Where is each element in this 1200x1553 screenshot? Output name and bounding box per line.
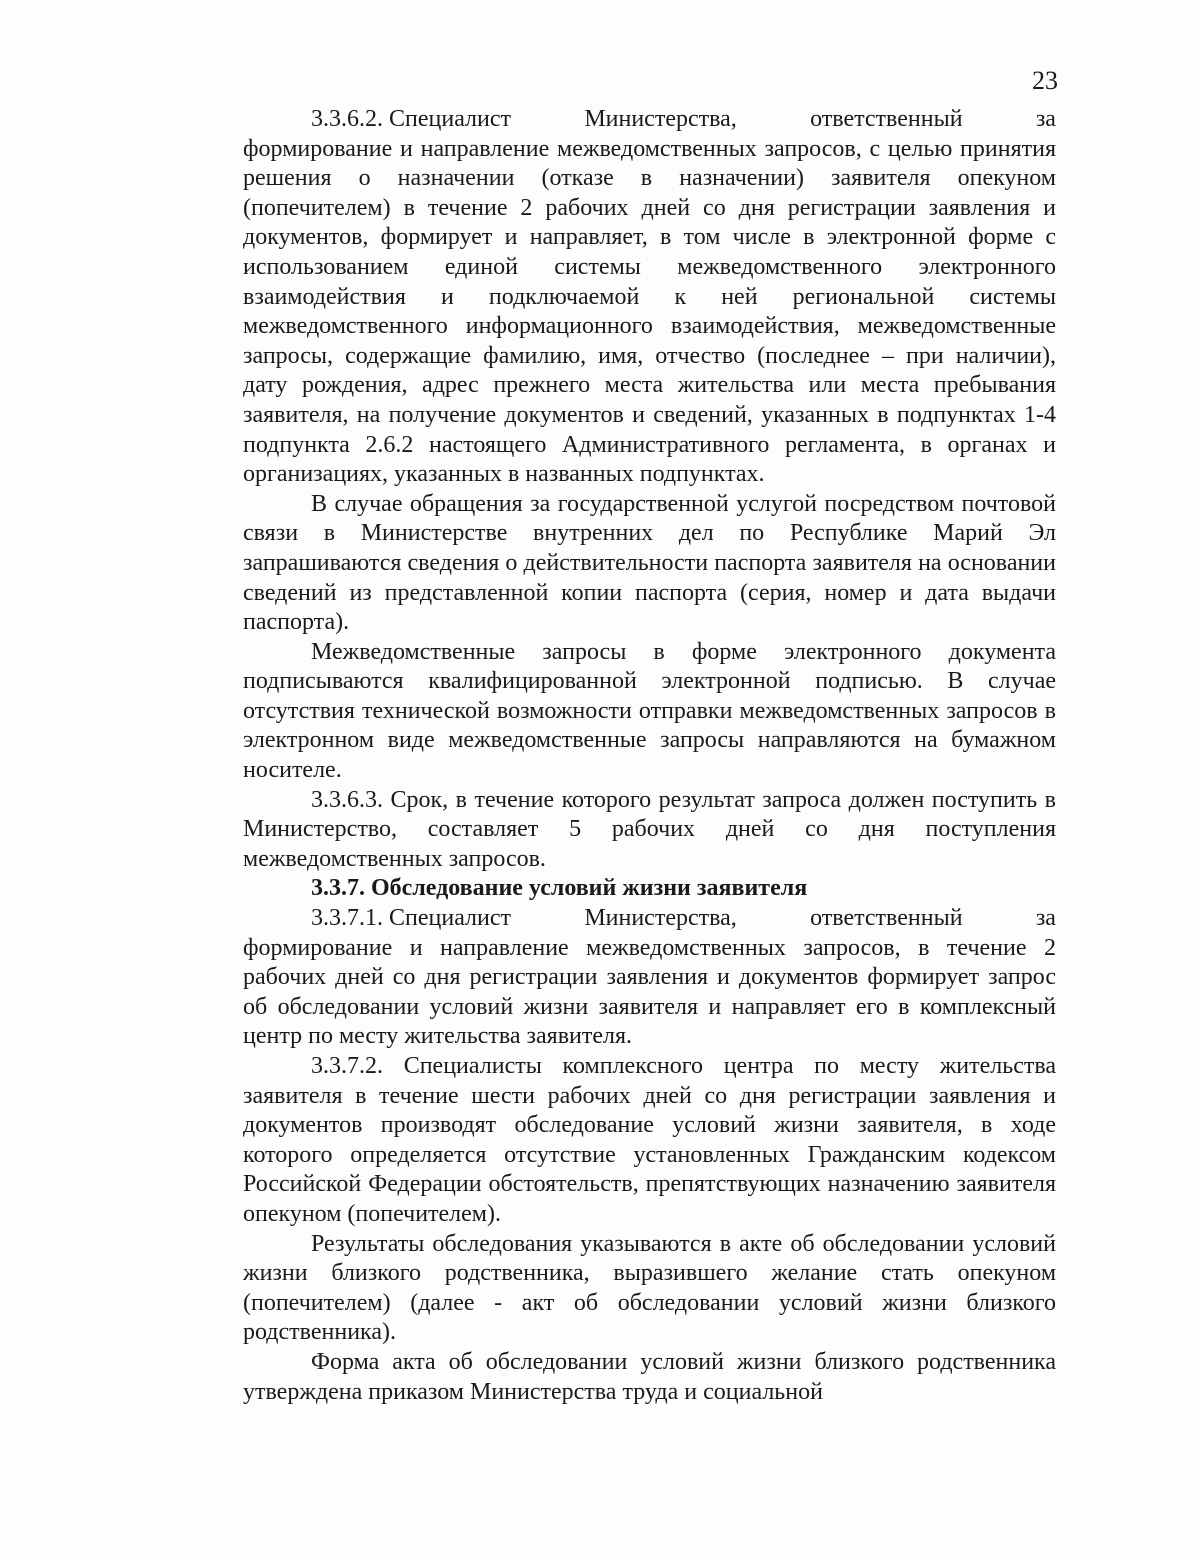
head-word: 3.3.6.2. Специалист [311, 106, 512, 132]
document-body [243, 105, 1056, 1407]
paragraph-postal: В случае обращения за государственной услугой посредством почтовой связи в Министерстве внутренних дел по Республике Марий Эл запрашиваются сведения о действительности паспорта заявителя на основании сведений из представленной копии паспорта (серия, номер и дата выдачи паспорта). [243, 490, 1056, 636]
head-word: 3.3.7.1. Специалист [311, 905, 512, 932]
paragraph-electronic-signature: Межведомственные запросы в форме электронного документа подписываются квалифицированной электронной подписью. В случае отсутствия технической возможности отправки межведомственных запросов в электронном виде межведомственные запросы направляются на бумажном носителе. [243, 638, 1056, 784]
head-word: за [1035, 905, 1056, 932]
clause-3-3-6-3: 3.3.6.3. Срок, в течение которого результат запроса должен поступить в Министерство, составляет 5 рабочих дней со дня поступления межведомственных запросов. [243, 786, 1056, 872]
clause-3-3-7-1-head [243, 904, 1056, 934]
head-word: ответственный [810, 106, 963, 132]
head-word: ответственный [810, 905, 963, 932]
clause-3-3-6-2-body: формирование и направление межведомственных запросов, с целью принятия решения о назначении (отказе в назначении) заявителя опекуном (попечителем) в течение 2 рабочих дней со дня регистрации заявления и документов, формирует и направляет, в том числе в электронной форме с использованием единой системы межведомственного электронного взаимодействия и подключаемой к ней региональной системы межведомственного информационного взаимодействия, межведомственные запросы, содержащие фамилию, имя, отчество (последнее – при наличии), дату рождения, адрес прежнего места жительства или места пребывания заявителя, на получение документов и сведений, указанных в подпунктах 1-4 подпункта 2.6.2 настоящего Административного регламента, в органах и организациях, указанных в названных подпунктах. [243, 135, 1056, 488]
page-number: 23 [1032, 66, 1058, 95]
head-word: за [1035, 106, 1056, 132]
clause-3-3-7-1-body: формирование и направление межведомственных запросов, в течение 2 рабочих дней со дня регистрации заявления и документов формирует запрос об обследовании условий жизни заявителя и направляет его в комплексный центр по месту жительства заявителя. [243, 934, 1056, 1050]
paragraph-inspection-results: Результаты обследования указываются в акте об обследовании условий жизни близкого родственника, выразившего желание стать опекуном (попечителем) (далее - акт об обследовании условий жизни близкого родственника). [243, 1230, 1056, 1346]
head-word: Министерства, [584, 905, 737, 932]
section-heading-3-3-7: 3.3.7. Обследование условий жизни заявителя [311, 875, 808, 902]
clause-3-3-6-2-head [243, 105, 1056, 135]
paragraph-act-form: Форма акта об обследовании условий жизни близкого родственника утверждена приказом Министерства труда и социальной [243, 1348, 1056, 1405]
head-word: Министерства, [584, 106, 737, 132]
clause-3-3-7-2: 3.3.7.2. Специалисты комплексного центра по месту жительства заявителя в течение шести рабочих дней со дня регистрации заявления и документов производят обследование условий жизни заявителя, в ходе которого определяется отсутствие установленных Гражданским кодексом Российской Федерации обстоятельств, препятствующих назначению заявителя опекуном (попечителем). [243, 1053, 1056, 1227]
